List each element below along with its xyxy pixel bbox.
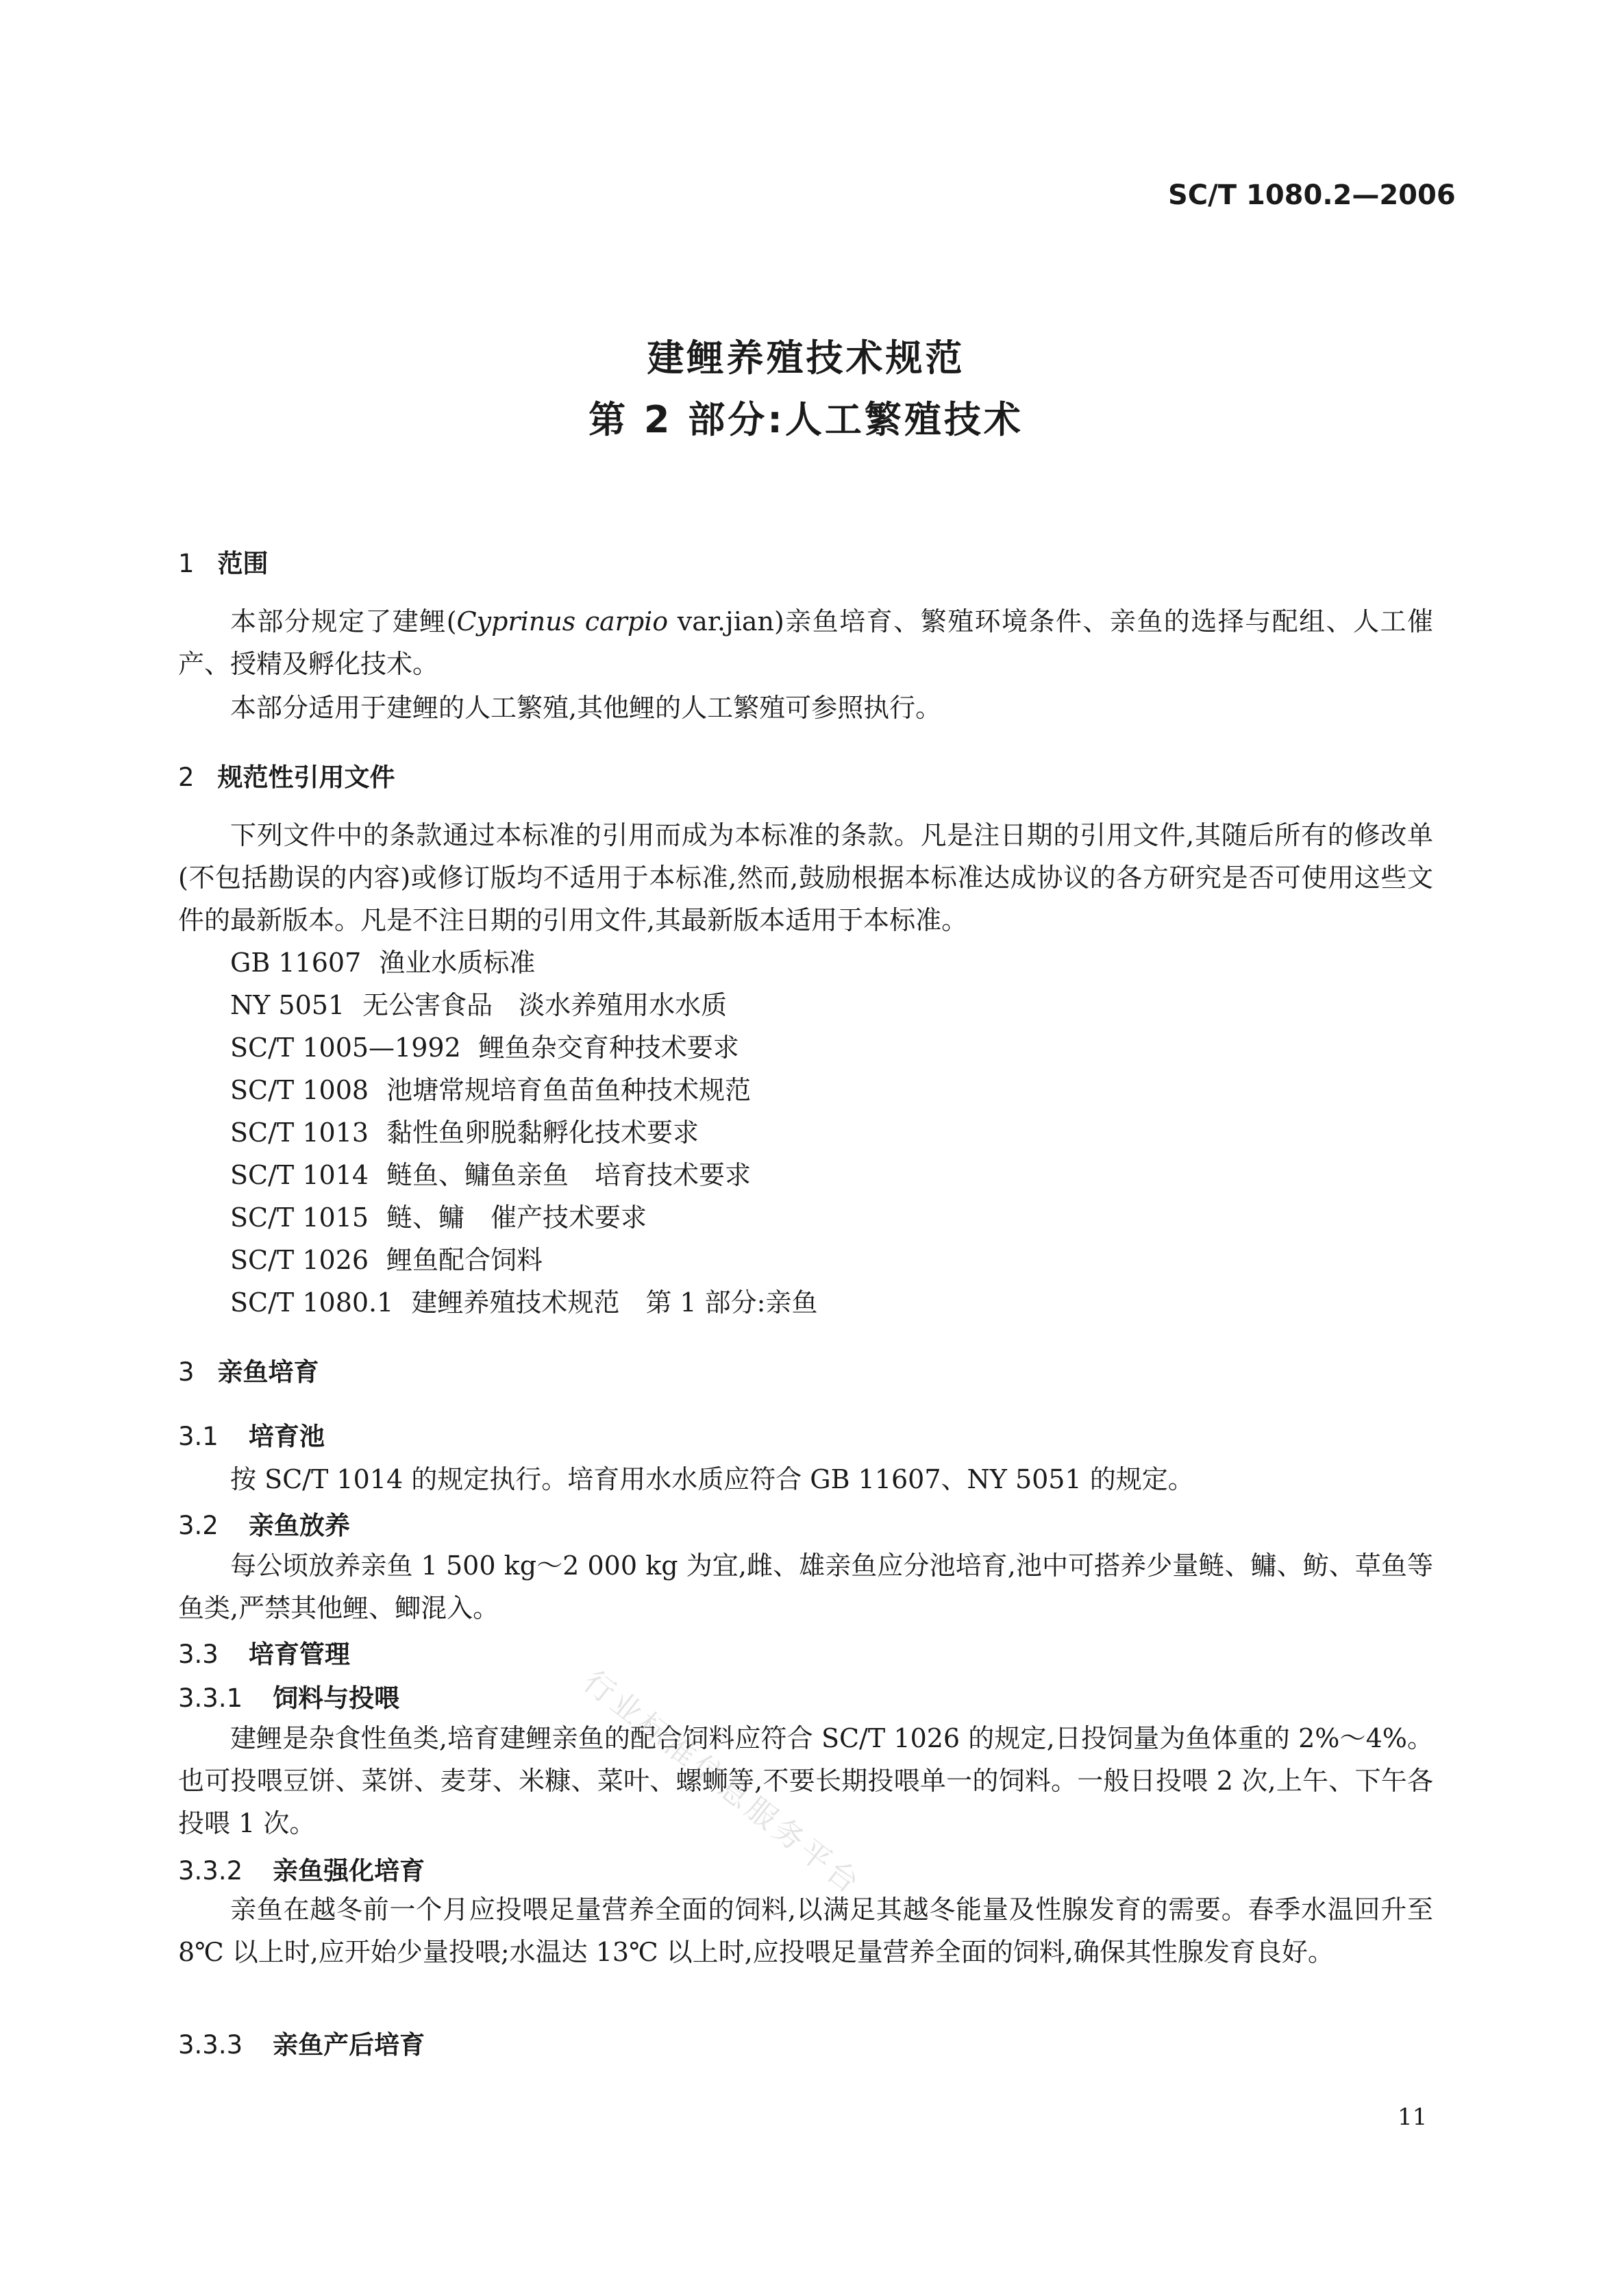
page-number: 11 bbox=[1398, 2103, 1428, 2131]
ref-name: 鲢、鳙 催产技术要求 bbox=[386, 1202, 647, 1233]
section-title: 亲鱼放养 bbox=[248, 1511, 350, 1540]
latin-name: Cyprinus carpio bbox=[456, 606, 669, 637]
watermark: 行业标准信息服务平台 bbox=[576, 1664, 869, 1903]
section-2-heading bbox=[178, 756, 395, 793]
reference-7 bbox=[230, 1196, 647, 1239]
ref-name: 黏性鱼卵脱黏孵化技术要求 bbox=[386, 1118, 699, 1148]
section-title: 亲鱼培育 bbox=[217, 1357, 319, 1387]
ref-name: 无公害食品 淡水养殖用水水质 bbox=[362, 990, 728, 1020]
section-3-3-2-text: 亲鱼在越冬前一个月应投喂足量营养全面的饲料,以满足其越冬能量及性腺发育的需要。春季水温回升至 8℃ 以上时,应开始少量投喂;水温达 13℃ 以上时,应投喂足量营养全面的饲料,确保其性腺发育良好。 bbox=[178, 1894, 1433, 1967]
title-line-1: 建鲤养殖技术规范 bbox=[647, 336, 965, 380]
section-3-3-1-text: 建鲤是杂食性鱼类,培育建鲤亲鱼的配合饲料应符合 SC/T 1026 的规定,日投饲量为鱼体重的 2%～4%。也可投喂豆饼、菜饼、麦芽、米糠、菜叶、螺蛳等,不要长期投喂单一的饲料。一般日投喂 2 次,上午、下午各投喂 1 次。 bbox=[178, 1723, 1433, 1838]
section-title: 培育池 bbox=[248, 1422, 325, 1451]
section-number: 3.2 bbox=[178, 1511, 219, 1540]
ref-code: SC/T 1014 bbox=[230, 1160, 369, 1190]
text-run: 产、授精及孵化技术。 bbox=[178, 649, 439, 679]
section-3-1-text: 按 SC/T 1014 的规定执行。培育用水水质应符合 GB 11607、NY 5051 的规定。 bbox=[230, 1464, 1194, 1494]
section-number: 3.1 bbox=[178, 1422, 219, 1451]
ref-code: SC/T 1080.1 bbox=[230, 1287, 394, 1318]
section-title: 规范性引用文件 bbox=[217, 763, 395, 792]
section-3-3-3-heading bbox=[178, 2024, 425, 2061]
ref-code: GB 11607 bbox=[230, 948, 362, 978]
ref-code: SC/T 1005—1992 bbox=[230, 1033, 461, 1063]
section-number: 3.3.2 bbox=[178, 1856, 243, 1886]
reference-2 bbox=[230, 984, 727, 1026]
section-3-2-text: 每公顷放养亲鱼 1 500 kg～2 000 kg 为宜,雌、雄亲鱼应分池培育,池中可搭养少量鲢、鳙、鲂、草鱼等鱼类,严禁其他鲤、鲫混入。 bbox=[178, 1551, 1433, 1623]
section-title: 培育管理 bbox=[248, 1640, 350, 1669]
ref-name: 池塘常规培育鱼苗鱼种技术规范 bbox=[386, 1075, 752, 1105]
section-number: 3 bbox=[178, 1357, 195, 1387]
standard-code: SC/T 1080.2—2006 bbox=[1168, 180, 1456, 211]
section-3-3-1-heading bbox=[178, 1677, 399, 1714]
ref-name: 渔业水质标准 bbox=[379, 948, 536, 978]
section-number: 2 bbox=[178, 763, 195, 792]
reference-9 bbox=[230, 1281, 817, 1324]
ref-name: 鲤鱼配合饲料 bbox=[386, 1245, 543, 1275]
ref-code: SC/T 1008 bbox=[230, 1075, 369, 1105]
section-1-heading bbox=[178, 543, 269, 580]
ref-code: SC/T 1013 bbox=[230, 1118, 369, 1148]
reference-5 bbox=[230, 1111, 699, 1154]
section-number: 3.3.1 bbox=[178, 1683, 243, 1713]
reference-1 bbox=[230, 941, 535, 984]
section-3-3-2-heading bbox=[178, 1850, 425, 1887]
reference-8 bbox=[230, 1239, 543, 1281]
text-run: 本部分规定了建鲤( bbox=[230, 606, 457, 637]
reference-6 bbox=[230, 1154, 751, 1196]
ref-name: 建鲤养殖技术规范 第 1 部分:亲鱼 bbox=[411, 1287, 818, 1318]
ref-name: 鲤鱼杂交育种技术要求 bbox=[478, 1033, 739, 1063]
section-3-1-heading bbox=[178, 1416, 325, 1453]
title-line-2: 第 2 部分:人工繁殖技术 bbox=[588, 398, 1024, 441]
section-number: 3.3.3 bbox=[178, 2030, 243, 2060]
section-number: 3.3 bbox=[178, 1640, 219, 1669]
reference-3 bbox=[230, 1026, 739, 1069]
text-run: var.jian)亲鱼培育、繁殖环境条件、亲鱼的选择与配组、人工催 bbox=[668, 606, 1433, 637]
section-3-2-heading bbox=[178, 1505, 350, 1542]
section-title: 亲鱼产后培育 bbox=[273, 2030, 425, 2060]
section-1-paragraph-2: 本部分适用于建鲤的人工繁殖,其他鲤的人工繁殖可参照执行。 bbox=[230, 693, 942, 723]
section-number: 1 bbox=[178, 549, 195, 578]
ref-code: SC/T 1026 bbox=[230, 1245, 369, 1275]
section-title: 范围 bbox=[217, 549, 269, 578]
section-3-heading bbox=[178, 1351, 319, 1388]
ref-code: SC/T 1015 bbox=[230, 1202, 369, 1233]
section-title: 饲料与投喂 bbox=[273, 1683, 400, 1713]
section-2-intro: 下列文件中的条款通过本标准的引用而成为本标准的条款。凡是注日期的引用文件,其随后所有的修改单(不包括勘误的内容)或修订版均不适用于本标准,然而,鼓励根据本标准达成协议的各方研究是否可使用这些文件的最新版本。凡是不注日期的引用文件,其最新版本适用于本标准。 bbox=[178, 820, 1433, 935]
reference-4 bbox=[230, 1069, 751, 1111]
section-3-3-heading bbox=[178, 1633, 350, 1670]
ref-code: NY 5051 bbox=[230, 990, 345, 1020]
ref-name: 鲢鱼、鳙鱼亲鱼 培育技术要求 bbox=[386, 1160, 752, 1190]
section-1-paragraph-1 bbox=[178, 600, 1433, 685]
section-title: 亲鱼强化培育 bbox=[273, 1856, 425, 1886]
